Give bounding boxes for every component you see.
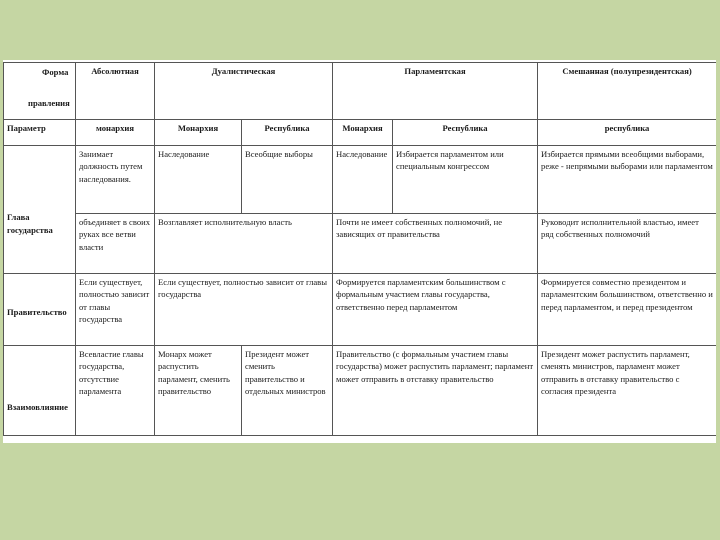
powers-absolute: объединяет в своих руках все ветви власти (76, 214, 155, 274)
gov-absolute: Если существует, полностью зависит от главы государства (76, 274, 155, 346)
int-dual-monarchy: Монарх может распустить парламент, сменить правительство (155, 346, 242, 436)
corner-bottom-label: правления (28, 98, 70, 108)
hos-mixed: Избирается прямыми всеобщими выборами, реже - непрямыми выборами или парламентом (538, 146, 716, 214)
hos-dual-monarchy: Наследование (155, 146, 242, 214)
hos-absolute: Занимает должность путем наследования. (76, 146, 155, 214)
hos-dual-republic: Всеобщие выборы (242, 146, 333, 214)
powers-row (4, 214, 717, 274)
interaction-row (4, 346, 717, 436)
gov-parliamentary: Формируется парламентским большинством с формальным участием главы государства, ответственно перед парламентом (333, 274, 538, 346)
powers-mixed: Руководит исполнительной властью, имеет ряд собственных полномочий (538, 214, 716, 274)
param-dual-monarchy: Монархия (155, 120, 242, 146)
corner-cell (4, 63, 76, 120)
param-label: Параметр (4, 120, 76, 146)
gov-mixed: Формируется совместно президентом и парламентским большинством, ответственно и перед парламентом, и перед президентом (538, 274, 716, 346)
corner-top-label: Форма (42, 67, 69, 77)
government-row (4, 274, 717, 346)
hos-parl-republic: Избирается парламентом или специальным конгрессом (393, 146, 538, 214)
government-forms-table (3, 62, 716, 436)
param-abs-monarchy: монархия (76, 120, 155, 146)
param-mixed-republic: республика (538, 120, 716, 146)
header-absolute: Абсолютная (76, 63, 155, 120)
int-parliamentary: Правительство (с формальным участием главы государства) может распустить парламент; парламент может отправить в отставку правительство (333, 346, 538, 436)
int-mixed: Президент может распустить парламент, сменять министров, парламент может отправить в отставку правительство с согласия президента (538, 346, 716, 436)
parameter-row (4, 120, 717, 146)
hos-parl-monarchy: Наследование (333, 146, 393, 214)
int-absolute: Всевластие главы государства, отсутствие парламента (76, 346, 155, 436)
header-row (4, 63, 717, 120)
row-label-government: Правительство (4, 274, 76, 346)
param-parl-monarchy: Монархия (333, 120, 393, 146)
head-of-state-row (4, 146, 717, 214)
param-parl-republic: Республика (393, 120, 538, 146)
powers-dualistic: Возглавляет исполнительную власть (155, 214, 333, 274)
header-parliamentary: Парламентская (333, 63, 538, 120)
row-label-head-of-state: Глава государства (4, 146, 76, 274)
int-dual-republic: Президент может сменить правительство и отдельных министров (242, 346, 333, 436)
row-label-interaction: Взаимовлияние (4, 346, 76, 436)
param-dual-republic: Республика (242, 120, 333, 146)
header-dualistic: Дуалистическая (155, 63, 333, 120)
gov-dualistic: Если существует, полностью зависит от главы государства (155, 274, 333, 346)
powers-parliamentary: Почти не имеет собственных полномочий, не зависящих от правительства (333, 214, 538, 274)
table-sheet (3, 60, 716, 443)
header-mixed: Смешанная (полупрезидентская) (538, 63, 716, 120)
